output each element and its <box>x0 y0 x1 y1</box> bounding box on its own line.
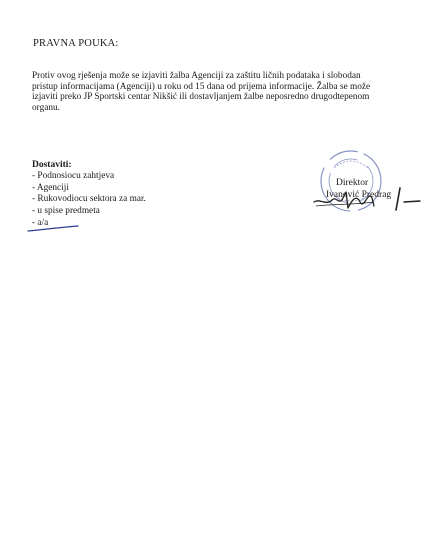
delivery-title: Dostaviti: <box>32 160 72 170</box>
handwritten-signature <box>312 180 424 214</box>
list-item: - Rukovodiocu sektora za mar. <box>32 194 146 205</box>
signatory-title: Direktor <box>336 178 369 188</box>
legal-notice-line: pristup informacijama (Agenciji) u roku od 15 dana od prijema informacije. Žalba se može <box>32 81 371 92</box>
list-item: - Podnosiocu zahtjeva <box>32 171 115 181</box>
legal-notice-line: izjaviti preko JP Sportski centar Nikšić ili dostavljanjem žalbe neposredno drugodtepenom <box>32 92 370 103</box>
pen-underline-stroke <box>27 225 79 233</box>
list-item: - u spise predmeta <box>32 206 100 217</box>
legal-notice-line: Protiv ovog rješenja može se izjaviti žalba Agenciji za zaštitu ličnih podataka i slobodan <box>32 71 361 81</box>
list-item: - Agenciji <box>32 182 69 193</box>
list-item: - a/a <box>32 217 49 228</box>
delivery-list <box>32 171 146 230</box>
legal-notice-heading: PRAVNA POUKA: <box>33 38 119 49</box>
legal-notice-line: organu. <box>32 102 60 113</box>
signatory-name: Ivanović Predrag <box>326 190 392 200</box>
legal-notice-text <box>32 71 417 113</box>
